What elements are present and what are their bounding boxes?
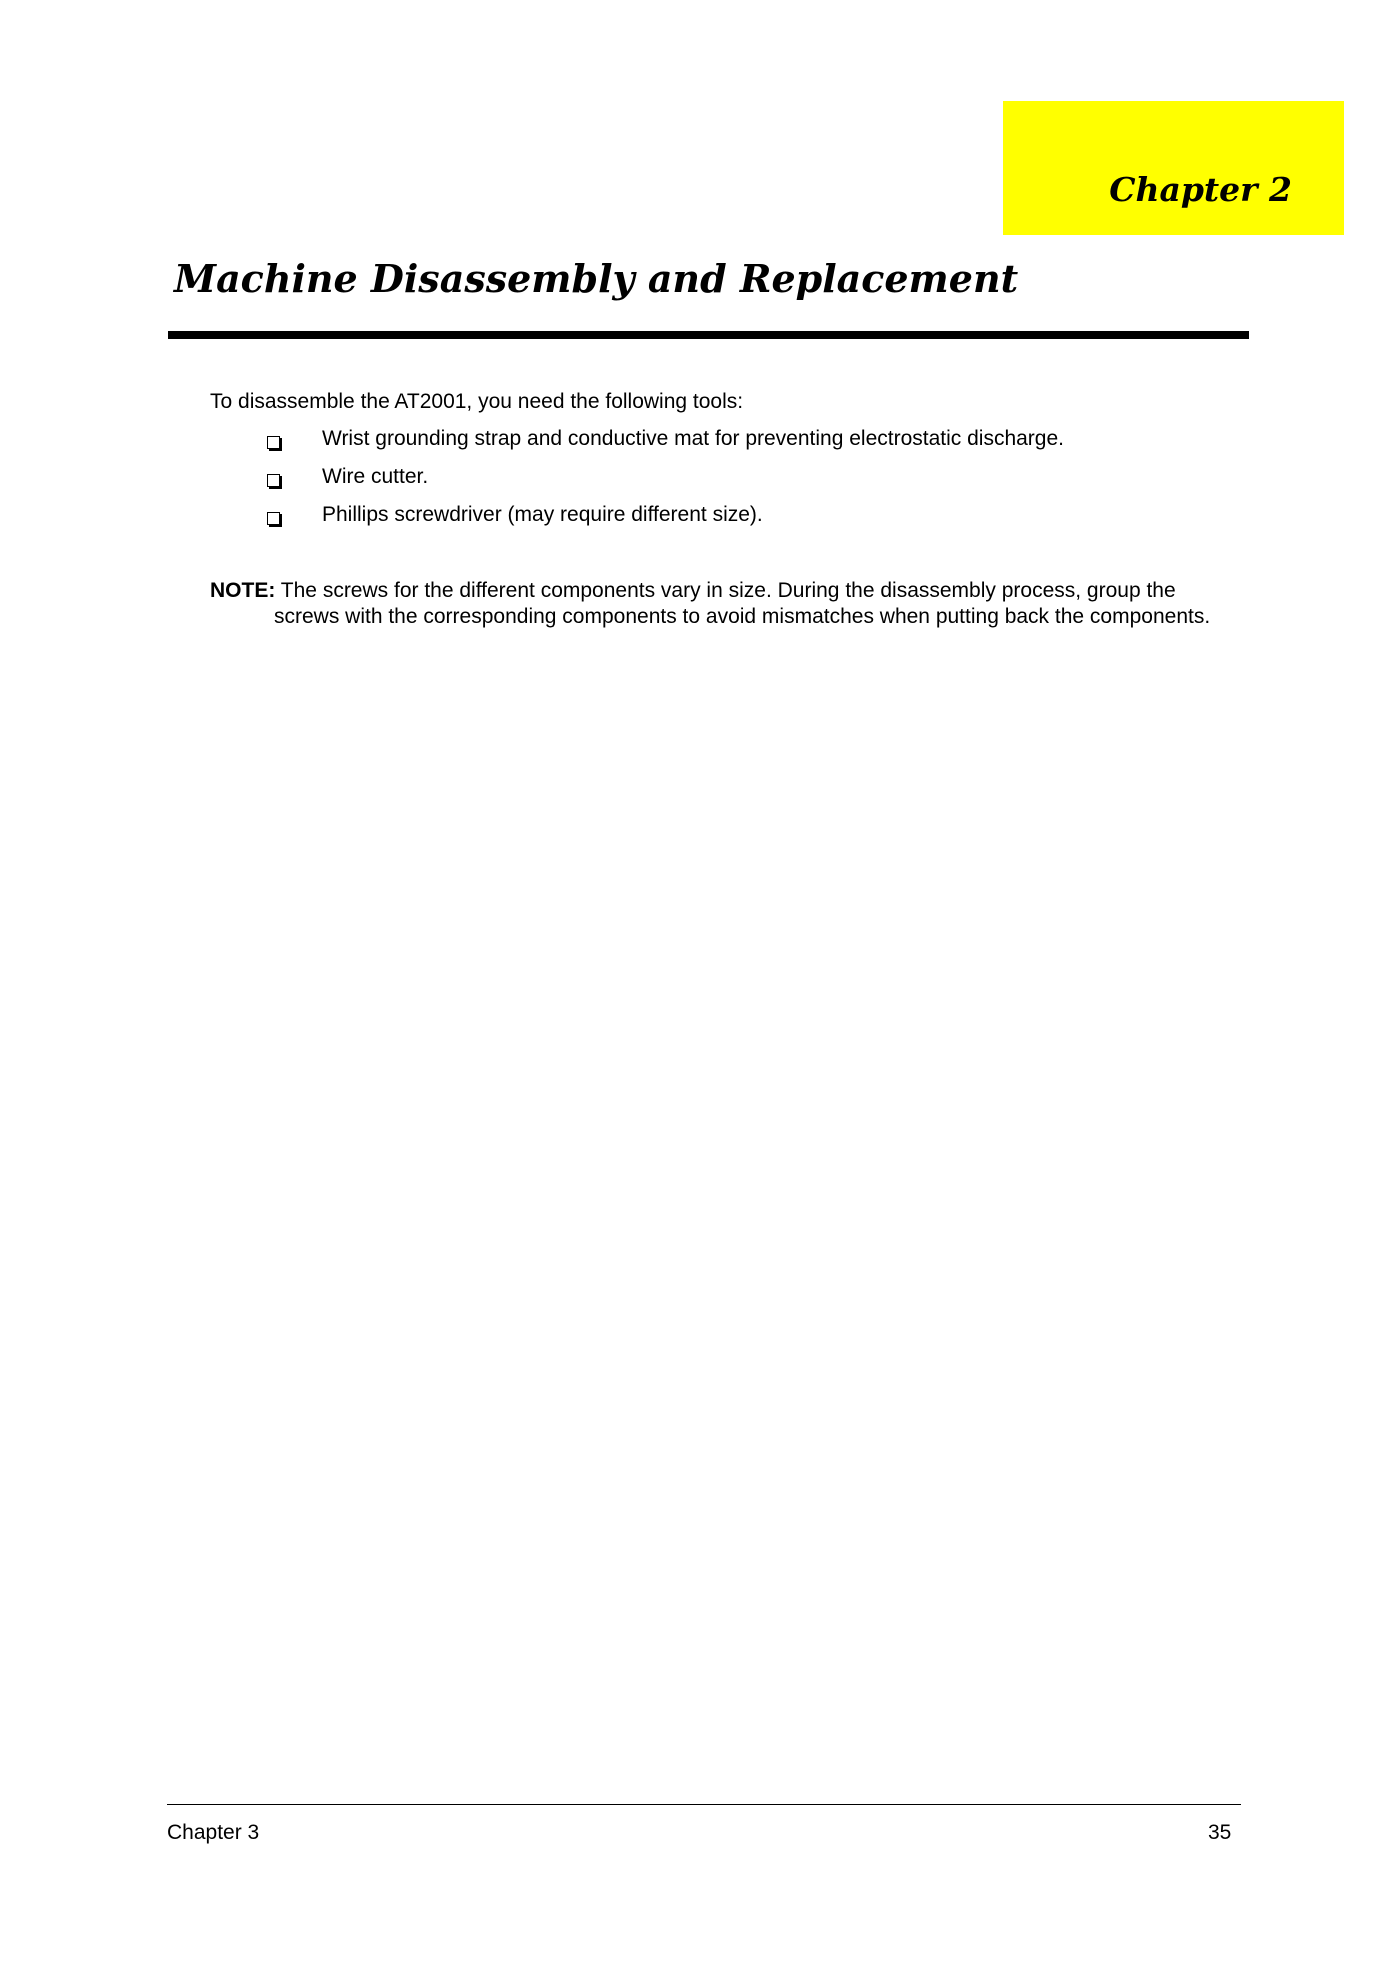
list-item — [267, 502, 1064, 540]
page-number: 35 — [1208, 1821, 1232, 1844]
chapter-tab-label: Chapter 2 — [1109, 170, 1292, 209]
list-item — [267, 426, 1064, 464]
title-divider — [168, 331, 1249, 339]
list-item-text: Phillips screwdriver (may require different size). — [322, 503, 763, 526]
list-item-text: Wire cutter. — [322, 465, 429, 488]
chapter-tab — [1003, 101, 1344, 235]
note-label: NOTE: — [210, 579, 276, 602]
list-item — [267, 464, 1064, 502]
intro-text: To disassemble the AT2001, you need the following tools: — [210, 390, 744, 413]
note-text-line1: The screws for the different components vary in size. During the disassembly process, group the — [280, 579, 1176, 602]
footer-chapter: Chapter 3 — [167, 1821, 260, 1844]
note-text-line2: screws with the corresponding components to avoid mismatches when putting back the components. — [274, 605, 1211, 628]
checkbox-bullet-icon — [267, 474, 280, 487]
list-item-text: Wrist grounding strap and conductive mat for preventing electrostatic discharge. — [322, 427, 1064, 450]
checkbox-bullet-icon — [267, 512, 280, 525]
note-block — [210, 578, 1250, 630]
page-title: Machine Disassembly and Replacement — [174, 256, 1019, 301]
tools-list — [267, 426, 1064, 540]
checkbox-bullet-icon — [267, 436, 280, 449]
footer-divider — [167, 1804, 1241, 1805]
